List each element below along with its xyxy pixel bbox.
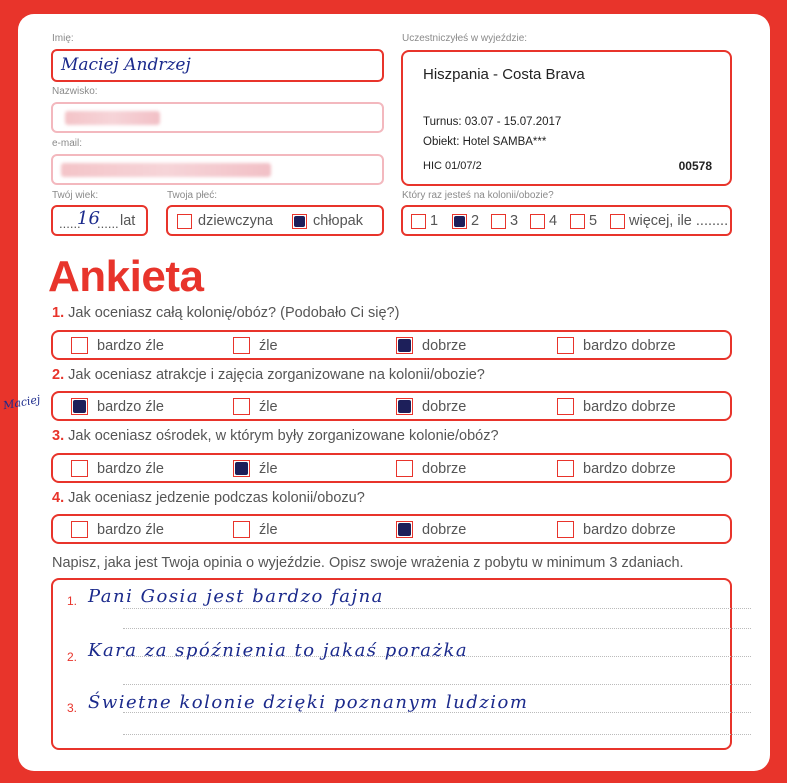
checkbox[interactable] [411, 214, 426, 229]
option-label: bardzo źle [97, 337, 164, 354]
question-text: Jak oceniasz ośrodek, w którym były zorganizowane kolonie/obóz? [68, 428, 499, 444]
answer-option[interactable] [233, 398, 278, 415]
checkbox[interactable] [570, 214, 585, 229]
checkbox[interactable] [71, 460, 88, 477]
question-2 [52, 367, 485, 383]
option-label: dobrze [422, 521, 467, 538]
answer-option[interactable] [396, 521, 466, 538]
checkbox[interactable] [396, 398, 413, 415]
opinion-line-number: 2. [67, 650, 78, 664]
option-label: bardzo dobrze [583, 398, 676, 415]
redacted-email [61, 163, 271, 177]
option-label: 4 [549, 213, 558, 229]
name-value: Maciej Andrzej [61, 55, 191, 75]
dotted-line [123, 684, 751, 685]
answer-row-4 [51, 514, 732, 544]
trip-number: 00578 [678, 159, 712, 173]
checkbox[interactable] [71, 521, 88, 538]
survey-sheet [18, 14, 770, 771]
answer-row-3 [51, 453, 732, 483]
checkbox[interactable] [557, 398, 574, 415]
option-label: bardzo dobrze [583, 337, 676, 354]
option-label: 5 [589, 213, 598, 229]
question-3 [52, 428, 499, 444]
answer-option[interactable] [71, 460, 164, 477]
option-label: bardzo źle [97, 460, 164, 477]
age-dots-left: ...... [59, 216, 81, 231]
question-1 [52, 305, 399, 321]
age-label: Twój wiek: [52, 190, 99, 201]
option-label: źle [259, 460, 278, 477]
times-option-more[interactable] [610, 213, 728, 229]
answer-option[interactable] [233, 337, 278, 354]
answer-option[interactable] [71, 337, 164, 354]
question-text: Jak oceniasz całą kolonię/obóz? (Podobało Ci się?) [68, 305, 400, 321]
trip-label: Uczestniczyłeś w wyjeździe: [402, 33, 528, 44]
option-label: bardzo źle [97, 521, 164, 538]
answer-option[interactable] [557, 521, 676, 538]
times-option-1[interactable] [411, 213, 438, 229]
surname-label: Nazwisko: [52, 86, 98, 97]
option-label: 1 [430, 213, 439, 229]
survey-title: Ankieta [48, 252, 204, 301]
checkbox[interactable] [177, 214, 192, 229]
checkbox[interactable] [396, 337, 413, 354]
answer-option[interactable] [557, 337, 676, 354]
margin-note: Maciej [2, 392, 42, 413]
checkbox[interactable] [233, 521, 250, 538]
surname-field[interactable] [51, 102, 384, 133]
checkbox[interactable] [557, 460, 574, 477]
option-label: bardzo dobrze [583, 460, 676, 477]
checkbox[interactable] [71, 398, 88, 415]
dotted-line [123, 628, 751, 629]
checkbox[interactable] [610, 214, 625, 229]
opinion-box[interactable] [51, 578, 732, 750]
answer-option[interactable] [396, 460, 466, 477]
opinion-line-3: Świetne kolonie dzięki poznanym ludziom [88, 692, 529, 713]
checkbox[interactable] [557, 337, 574, 354]
checkbox[interactable] [530, 214, 545, 229]
question-number: 1. [52, 305, 65, 321]
option-label: dobrze [422, 398, 467, 415]
checkbox[interactable] [491, 214, 506, 229]
checkbox[interactable] [396, 460, 413, 477]
times-label: Który raz jesteś na kolonii/obozie? [402, 190, 554, 201]
option-label: 2 [471, 213, 480, 229]
name-label: Imię: [52, 33, 74, 44]
question-number: 4. [52, 490, 65, 506]
age-unit: lat [120, 213, 136, 229]
redacted-surname [65, 111, 160, 125]
name-field[interactable] [51, 49, 384, 82]
option-label: źle [259, 337, 278, 354]
option-label: źle [259, 398, 278, 415]
email-field[interactable] [51, 154, 384, 185]
checkbox[interactable] [452, 214, 467, 229]
dotted-line [123, 608, 751, 609]
age-value: 16 [77, 208, 100, 229]
dotted-line [123, 734, 751, 735]
times-option-3[interactable] [491, 213, 518, 229]
trip-box [401, 50, 732, 186]
opinion-line-number: 1. [67, 594, 78, 608]
times-option-2[interactable] [452, 213, 479, 229]
opinion-line-2: Kara za spóźnienia to jakaś porażka [88, 640, 469, 661]
checkbox[interactable] [71, 337, 88, 354]
times-option-4[interactable] [530, 213, 557, 229]
email-label: e-mail: [52, 138, 83, 149]
answer-option[interactable] [557, 398, 676, 415]
checkbox[interactable] [233, 337, 250, 354]
option-label: 3 [510, 213, 519, 229]
answer-option[interactable] [396, 398, 466, 415]
checkbox[interactable] [233, 460, 250, 477]
question-4 [52, 490, 365, 506]
option-label: więcej, ile ........ [629, 213, 729, 229]
age-field[interactable] [51, 205, 148, 236]
answer-option[interactable] [396, 337, 466, 354]
times-option-5[interactable] [570, 213, 597, 229]
option-label: chłopak [313, 213, 363, 229]
question-number: 2. [52, 367, 65, 383]
gender-option-boy[interactable] [292, 213, 363, 229]
answer-option[interactable] [233, 521, 278, 538]
gender-label: Twoja płeć: [167, 190, 218, 201]
opinion-line-1: Pani Gosia jest bardzo fajna [88, 586, 384, 607]
option-label: źle [259, 521, 278, 538]
trip-destination: Hiszpania - Costa Brava [423, 66, 585, 83]
answer-row-1 [51, 330, 732, 360]
answer-option[interactable] [233, 460, 278, 477]
answer-option[interactable] [71, 398, 164, 415]
gender-field [166, 205, 384, 236]
age-dots-right: ...... [97, 216, 119, 231]
option-label: dziewczyna [198, 213, 273, 229]
answer-row-2 [51, 391, 732, 421]
times-field [401, 205, 732, 236]
trip-turnus: Turnus: 03.07 - 15.07.2017 [423, 116, 562, 128]
trip-code: HIC 01/07/2 [423, 160, 482, 172]
answer-option[interactable] [71, 521, 164, 538]
opinion-line-number: 3. [67, 701, 78, 715]
gender-option-girl[interactable] [177, 213, 273, 229]
question-text: Jak oceniasz atrakcje i zajęcia zorganizowane na kolonii/obozie? [68, 367, 485, 383]
option-label: dobrze [422, 460, 467, 477]
answer-option[interactable] [557, 460, 676, 477]
option-label: dobrze [422, 337, 467, 354]
opinion-prompt: Napisz, jaka jest Twoja opinia o wyjeździe. Opisz swoje wrażenia z pobytu w minimum 3 zdaniach. [52, 555, 684, 571]
option-label: bardzo dobrze [583, 521, 676, 538]
checkbox[interactable] [233, 398, 250, 415]
checkbox[interactable] [396, 521, 413, 538]
checkbox[interactable] [292, 214, 307, 229]
question-number: 3. [52, 428, 65, 444]
checkbox[interactable] [557, 521, 574, 538]
question-text: Jak oceniasz jedzenie podczas kolonii/obozu? [68, 490, 365, 506]
option-label: bardzo źle [97, 398, 164, 415]
trip-hotel: Obiekt: Hotel SAMBA*** [423, 136, 547, 148]
